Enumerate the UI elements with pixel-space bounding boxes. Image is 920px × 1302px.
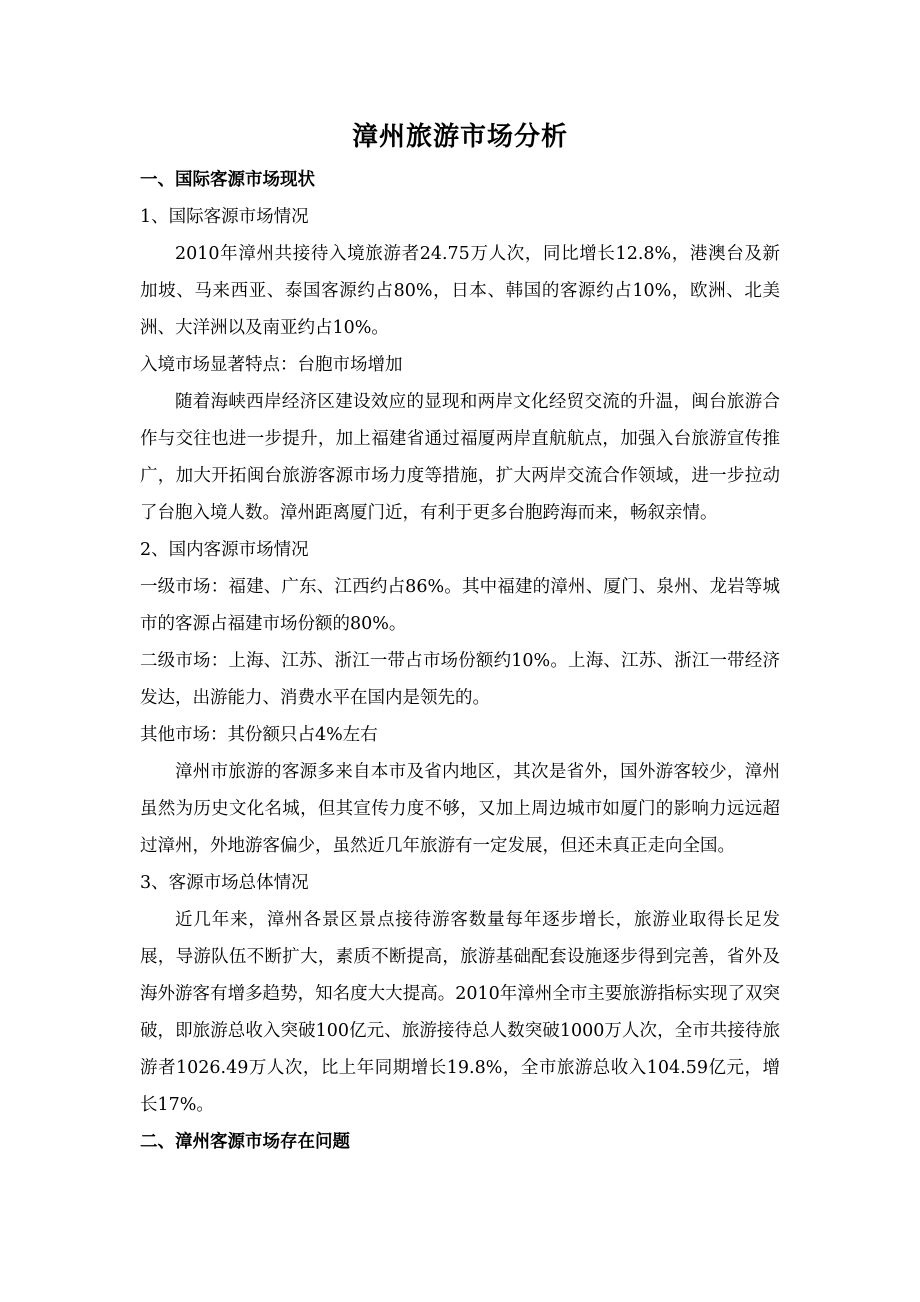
paragraph-taiwan-market: 随着海峡西岸经济区建设效应的显现和两岸文化经贸交流的升温，闽台旅游合作与交往也进一步提升，加上福建省通过福厦两岸直航航点，加强入台旅游宣传推广，加大开拓闽台旅游客源市场力度等措施，扩大两岸交流合作领域，进一步拉动了台胞入境人数。漳州距离厦门近，有利于更多台胞跨海而来，畅叙亲情。 (140, 392, 780, 523)
document-page (140, 114, 780, 1161)
subheading-overall-market: 3、客源市场总体情况 (140, 873, 309, 893)
subheading-domestic-market: 2、国内客源市场情况 (140, 540, 309, 560)
paragraph-other-market: 其他市场：其份额只占4%左右 (140, 725, 378, 745)
section-heading-international: 一、国际客源市场现状 (140, 170, 315, 190)
paragraph-source-analysis: 漳州市旅游的客源多来自本市及省内地区，其次是省外，国外游客较少，漳州虽然为历史文化名城，但其宣传力度不够，又加上周边城市如厦门的影响力远远超过漳州，外地游客偏少，虽然近几年旅游有一定发展，但还未真正走向全国。 (140, 762, 780, 856)
paragraph-level1-market: 一级市场：福建、广东、江西约占86%。其中福建的漳州、厦门、泉州、龙岩等城市的客源占福建市场份额的80%。 (140, 577, 780, 634)
section-heading-problems: 二、漳州客源市场存在问题 (140, 1132, 350, 1152)
subheading-international-market: 1、国际客源市场情况 (140, 207, 309, 227)
paragraph-inbound-statistics: 2010年漳州共接待入境旅游者24.75万人次，同比增长12.8%，港澳台及新加坡、马来西亚、泰国客源约占80%，日本、韩国的客源约占10%，欧洲、北美洲、大洋洲以及南亚约占10%。 (140, 244, 780, 338)
inbound-feature-heading: 入境市场显著特点：台胞市场增加 (140, 355, 403, 375)
paragraph-level2-market: 二级市场：上海、江苏、浙江一带占市场份额约10%。上海、江苏、浙江一带经济发达，出游能力、消费水平在国内是领先的。 (140, 651, 780, 708)
document-title: 漳州旅游市场分析 (351, 122, 568, 152)
paragraph-overall-statistics: 近几年来，漳州各景区景点接待游客数量每年逐步增长，旅游业取得长足发展，导游队伍不断扩大，素质不断提高，旅游基础配套设施逐步得到完善，省外及海外游客有增多趋势，知名度大大提高。2010年漳州全市主要旅游指标实现了双突破，即旅游总收入突破100亿元、旅游接待总人数突破1000万人次，全市共接待旅游者1026.49万人次，比上年同期增长19.8%，全市旅游总收入104.59亿元，增长17%。 (140, 910, 780, 1115)
